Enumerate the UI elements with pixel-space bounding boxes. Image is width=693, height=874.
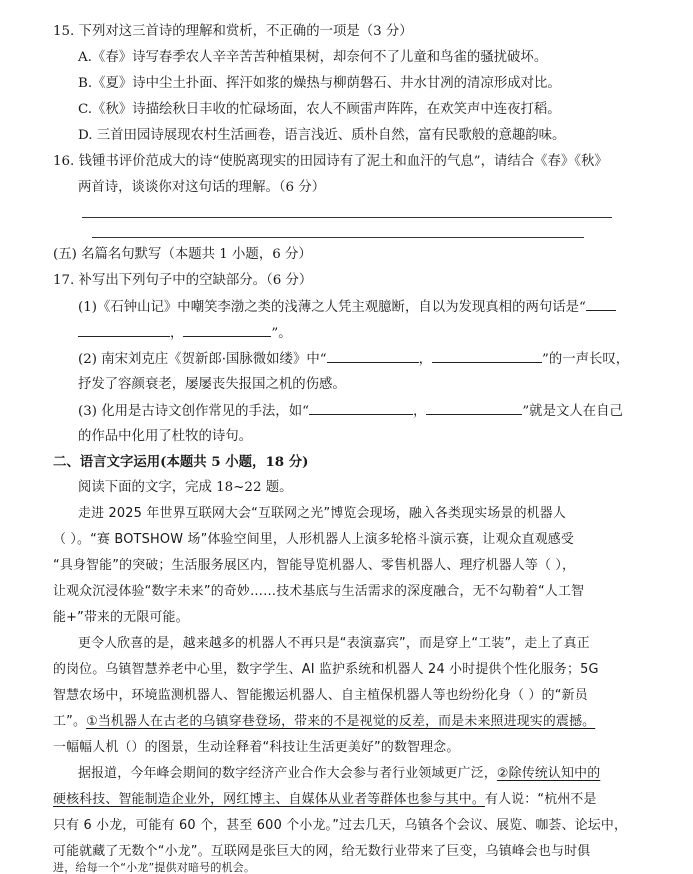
passage-p3-line3: 只有 6 小龙，可能有 60 个，甚至 600 个小龙。”过去几天，乌镇各个会议、展览、咖荟、论坛中，: [53, 818, 628, 833]
passage-p3-line4: 可能就藏了无数个“小龙”。互联网是张巨大的网，给无数行业带来了巨变，乌镇峰会也与时俱: [53, 844, 591, 859]
blank-1a[interactable]: [586, 298, 616, 311]
blank-1b[interactable]: [78, 324, 170, 337]
q17-stem: 17. 补写出下列句子中的空缺部分。（6 分）: [53, 273, 313, 288]
q17-item1-end: ”。: [271, 326, 292, 341]
passage-p2-line5: 一幅幅人机（）的图景，生动诠释着“科技让生活更美好”的数智理念。: [53, 740, 460, 755]
passage-p3-line1: [78, 765, 600, 783]
q17-item2-end: ”的一声长叹，: [541, 352, 630, 367]
q17-item3-text: (3) 化用是古诗文创作常见的手法，如“: [78, 404, 309, 419]
q15-option-a: A.《春》诗写春季农人辛辛苦苦种植果树，却奈何不了儿童和鸟雀的骚扰破坏。: [78, 50, 548, 65]
underlined-sentence-2-end: 硬核科技、智能制造企业外，网红博主、自媒体从业者等群体也参与其中。: [53, 792, 485, 807]
passage-p3-line2-end: 有人说：“杭州不是: [485, 792, 597, 807]
section5-heading: (五) 名篇名句默写（本题共 1 小题，6 分）: [53, 247, 312, 262]
q16-line1: 16. 钱锺书评价范成大的诗“使脱离现实的田园诗有了泥土和血汗的气息”，请结合《春》《秋》: [53, 154, 608, 169]
passage-p2-line4-start: 工”。: [53, 714, 87, 729]
q15-option-d: D. 三首田园诗展现农村生活画卷，语言浅近、质朴自然，富有民歌般的意趣韵味。: [78, 128, 566, 143]
q17-item3-line1: [78, 402, 623, 421]
passage-p1-line5: 能+”带来的无限可能。: [53, 610, 189, 625]
q17-item2-sep: ，: [418, 352, 432, 367]
q15-stem: 15. 下列对这三首诗的理解和赏析，不正确的一项是（3 分）: [53, 24, 413, 39]
section2-heading: 二、语言文字运用(本题共 5 小题，18 分): [53, 454, 309, 470]
q17-item2-text: (2) 南宋刘克庄《贺新郎·国脉微如缕》中“: [78, 352, 327, 367]
blank-2b[interactable]: [432, 350, 542, 363]
q15-option-c: C.《秋》诗描绘秋日丰收的忙碌场面，农人不顾雷声阵阵，在欢笑声中连夜打稻。: [78, 102, 561, 117]
passage-p3-line5: 进，给每一个“小龙”提供对暗号的机会。: [53, 861, 256, 874]
q17-item2-line2: 抒发了容颜衰老，屡屡丧失报国之机的伤感。: [78, 377, 346, 392]
answer-line-1[interactable]: [82, 217, 612, 218]
answer-line-2[interactable]: [92, 237, 584, 238]
q17-item1-line1: [78, 298, 616, 317]
q17-item1-sep: ，: [170, 326, 184, 341]
q16-line2: 两首诗，谈谈你对这句话的理解。（6 分）: [78, 180, 326, 195]
passage-p2-line1: 更令人欣喜的是，越来越多的机器人不再只是“表演嘉宾”，而是穿上“工装”，走上了真正: [78, 636, 590, 651]
passage-p2-line2: 的岗位。乌镇智慧养老中心里，数字学生、AI 监护系统和机器人 24 小时提供个性化服务；5G: [53, 662, 599, 677]
blank-2a[interactable]: [327, 350, 419, 363]
blank-3b[interactable]: [426, 402, 522, 415]
q17-item3-line2: 的作品中化用了杜牧的诗句。: [78, 429, 253, 444]
q17-item3-sep: ，: [412, 404, 427, 419]
q17-item2-line1: [78, 350, 629, 369]
q15-option-b: B.《夏》诗中尘土扑面、挥汗如浆的燥热与柳荫磐石、井水甘冽的清凉形成对比。: [78, 76, 561, 91]
passage-p1-line1: 走进 2025 年世界互联网大会“互联网之光”博览会现场，融入各类现实场景的机器人: [78, 506, 566, 521]
blank-1c[interactable]: [183, 324, 271, 337]
underlined-sentence-2-start: ②除传统认知中的: [496, 766, 601, 781]
passage-p1-line4: 让观众沉浸体验“数字未来”的奇妙……技术基底与生活需求的深度融合，无不勾勒着“人工智: [53, 584, 585, 599]
q17-item1-text: (1)《石钟山记》中嘲笑李渤之类的浅薄之人凭主观臆断，自以为发现真相的两句话是“: [78, 300, 586, 315]
passage-p1-line2: （ ）。“赛 BOTSHOW 场”体验空间里，人形机器人上演多轮格斗演示赛，让观众直观感受: [53, 532, 574, 547]
blank-3a[interactable]: [309, 402, 413, 415]
underlined-sentence-1: ①当机器人在古老的乌镇穿巷登场，带来的不是视觉的反差，而是未来照进现实的震撼。: [86, 714, 596, 729]
passage-p3-line1-start: 据报道，今年峰会期间的数字经济产业合作大会参与者行业领域更广泛，: [78, 766, 497, 781]
q17-item3-end: ”就是文人在自己: [522, 404, 623, 419]
passage-p3-line2: [53, 791, 597, 809]
passage-p1-line3: “具身智能”的突破；生活服务展区内，智能导览机器人、零售机器人、理疗机器人等（ ），: [53, 558, 576, 573]
reading-instruction: 阅读下面的文字，完成 18~22 题。: [78, 480, 293, 495]
passage-p2-line4: [53, 713, 595, 731]
q17-item1-line2: [78, 324, 292, 343]
passage-p2-line3: 智慧农场中，环境监测机器人、智能搬运机器人、自主植保机器人等也纷纷化身（ ）的“新员: [53, 688, 588, 703]
